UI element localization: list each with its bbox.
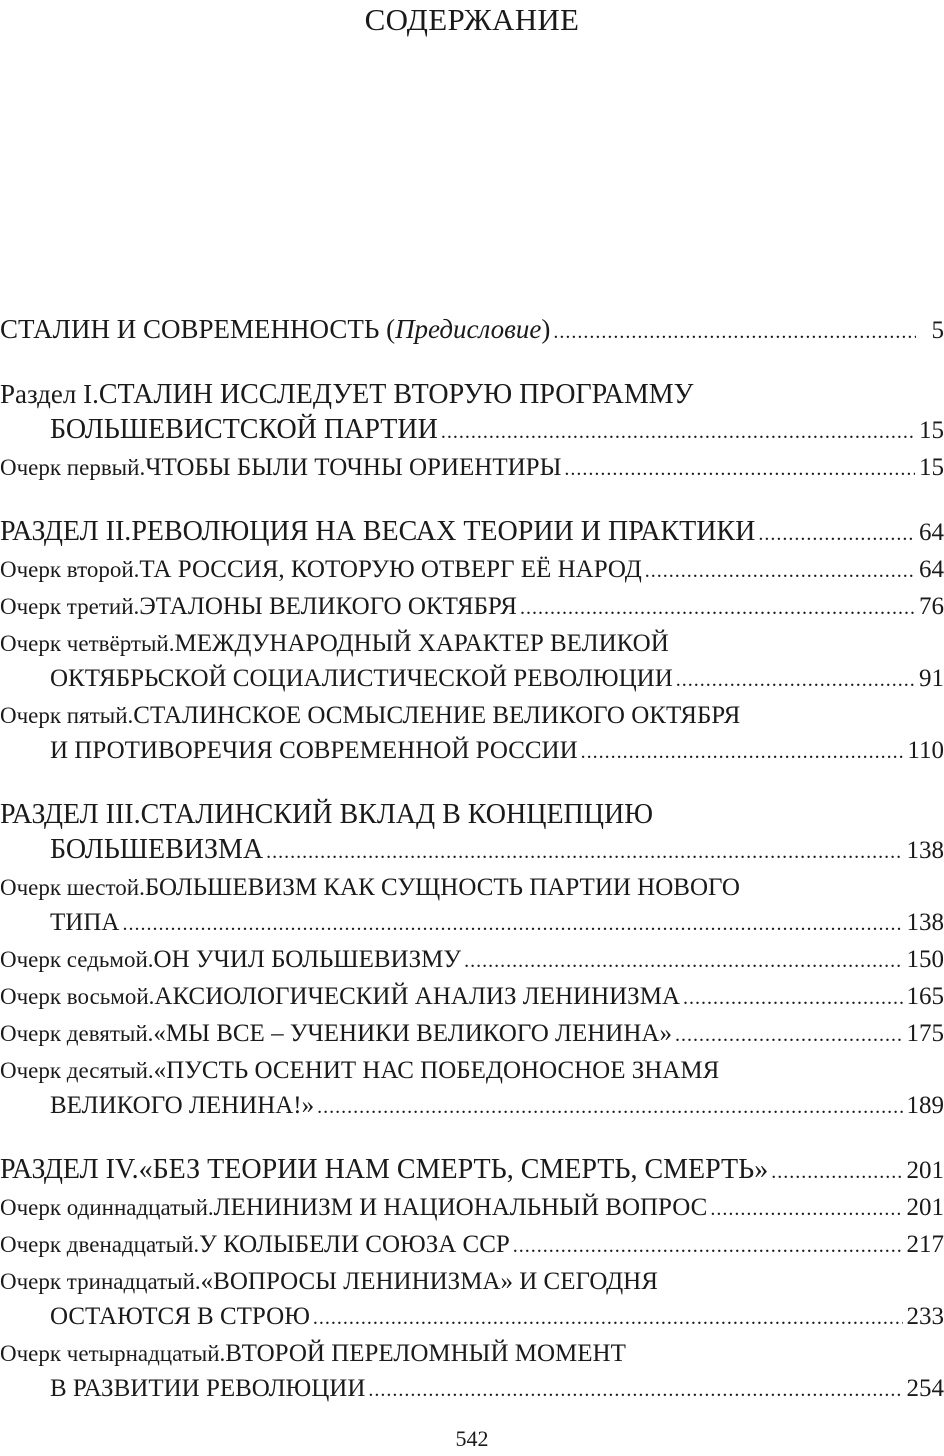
section-prefix: Раздел I. bbox=[0, 379, 99, 409]
toc-essay-14 bbox=[0, 1336, 944, 1408]
page-number: 217 bbox=[906, 1231, 944, 1258]
essay-title-cont: ТИПА bbox=[50, 909, 120, 936]
section-prefix: РАЗДЕЛ III. bbox=[0, 799, 141, 830]
section-title: СТАЛИНСКИЙ ВКЛАД В КОНЦЕПЦИЮ bbox=[140, 799, 653, 830]
entry-title-italic: Предисловие bbox=[395, 314, 542, 344]
dot-leader bbox=[520, 591, 915, 626]
essay-title: ЧТОБЫ БЫЛИ ТОЧНЫ ОРИЕНТИРЫ bbox=[145, 454, 562, 481]
essay-prefix: Очерк тринадцатый. bbox=[0, 1269, 201, 1294]
page-number: 15 bbox=[919, 417, 944, 444]
page-number: 76 bbox=[919, 593, 944, 620]
essay-prefix: Очерк четвёртый. bbox=[0, 631, 175, 656]
dot-leader bbox=[266, 835, 902, 870]
dot-leader bbox=[464, 944, 902, 979]
dot-leader bbox=[710, 1192, 902, 1227]
page-number: 91 bbox=[919, 665, 944, 692]
essay-title: БОЛЬШЕВИЗМ КАК СУЩНОСТЬ ПАРТИИ НОВОГО bbox=[144, 874, 740, 901]
essay-prefix: Очерк седьмой. bbox=[0, 947, 154, 972]
toc-section-2 bbox=[0, 514, 944, 552]
page-number: 165 bbox=[906, 983, 944, 1010]
dot-leader bbox=[564, 452, 915, 487]
page-number: 201 bbox=[906, 1194, 944, 1221]
page-number: 110 bbox=[907, 737, 944, 764]
section-prefix: РАЗДЕЛ IV. bbox=[0, 1154, 139, 1185]
toc-essay-12 bbox=[0, 1227, 944, 1264]
toc-section-4 bbox=[0, 1152, 944, 1190]
toc-essay-9 bbox=[0, 1016, 944, 1053]
essay-title: ВТОРОЙ ПЕРЕЛОМНЫЙ МОМЕНТ bbox=[225, 1340, 626, 1367]
essay-prefix: Очерк шестой. bbox=[0, 875, 145, 900]
page-number: 150 bbox=[906, 946, 944, 973]
page-number: 233 bbox=[906, 1303, 944, 1330]
essay-title: «ВОПРОСЫ ЛЕНИНИЗМА» И СЕГОДНЯ bbox=[200, 1268, 658, 1295]
section-title: СТАЛИН ИССЛЕДУЕТ ВТОРУЮ ПРОГРАММУ bbox=[98, 379, 694, 410]
essay-prefix: Очерк второй. bbox=[0, 557, 140, 582]
page-number: 254 bbox=[906, 1375, 944, 1402]
dot-leader bbox=[758, 517, 915, 552]
essay-prefix: Очерк восьмой. bbox=[0, 984, 155, 1009]
essay-title: «ПУСТЬ ОСЕНИТ НАС ПОБЕДОНОСНОЕ ЗНАМЯ bbox=[153, 1057, 720, 1084]
page-number: 175 bbox=[906, 1020, 944, 1047]
essay-prefix: Очерк двенадцатый. bbox=[0, 1232, 200, 1257]
page-number: 64 bbox=[919, 556, 944, 583]
toc-section-1 bbox=[0, 377, 944, 450]
toc-essay-6 bbox=[0, 870, 944, 942]
page-number: 5 bbox=[931, 317, 944, 344]
toc-essay-7 bbox=[0, 942, 944, 979]
table-of-contents bbox=[0, 312, 944, 1408]
dot-leader bbox=[581, 735, 904, 770]
essay-title-cont: ВЕЛИКОГО ЛЕНИНА!» bbox=[50, 1092, 315, 1119]
dot-leader bbox=[313, 1301, 903, 1336]
dot-leader bbox=[513, 1229, 903, 1264]
essay-title-cont: В РАЗВИТИИ РЕВОЛЮЦИИ bbox=[50, 1375, 366, 1402]
page-title: СОДЕРЖАНИЕ bbox=[364, 2, 580, 37]
essay-prefix: Очерк первый. bbox=[0, 455, 146, 480]
page-number: 64 bbox=[919, 519, 944, 546]
essay-prefix: Очерк одиннадцатый. bbox=[0, 1195, 214, 1220]
essay-title: МЕЖДУНАРОДНЫЙ ХАРАКТЕР ВЕЛИКОЙ bbox=[174, 630, 669, 657]
toc-section-3 bbox=[0, 797, 944, 870]
page-number: 138 bbox=[906, 909, 944, 936]
essay-title: «МЫ ВСЕ – УЧЕНИКИ ВЕЛИКОГО ЛЕНИНА» bbox=[153, 1020, 672, 1047]
toc-essay-8 bbox=[0, 979, 944, 1016]
essay-prefix: Очерк десятый. bbox=[0, 1058, 154, 1083]
toc-essay-1 bbox=[0, 450, 944, 487]
essay-title: ОН УЧИЛ БОЛЬШЕВИЗМУ bbox=[153, 946, 462, 973]
essay-prefix: Очерк третий. bbox=[0, 594, 140, 619]
essay-title: СТАЛИНСКОЕ ОСМЫСЛЕНИЕ ВЕЛИКОГО ОКТЯБРЯ bbox=[133, 702, 741, 729]
essay-title: ТА РОССИЯ, КОТОРУЮ ОТВЕРГ ЕЁ НАРОД bbox=[139, 556, 642, 583]
toc-essay-4 bbox=[0, 626, 944, 698]
essay-title: АКСИОЛОГИЧЕСКИЙ АНАЛИЗ ЛЕНИНИЗМА bbox=[154, 983, 680, 1010]
toc-entry-preface bbox=[0, 312, 944, 350]
toc-essay-2 bbox=[0, 552, 944, 589]
essay-title: ЭТАЛОНЫ ВЕЛИКОГО ОКТЯБРЯ bbox=[139, 593, 517, 620]
toc-essay-11 bbox=[0, 1190, 944, 1227]
dot-leader bbox=[368, 1373, 902, 1408]
dot-leader bbox=[317, 1090, 902, 1125]
page-folio: 542 bbox=[455, 1426, 489, 1451]
dot-leader bbox=[553, 315, 916, 350]
essay-title-cont: И ПРОТИВОРЕЧИЯ СОВРЕМЕННОЙ РОССИИ bbox=[50, 737, 578, 764]
essay-prefix: Очерк пятый. bbox=[0, 703, 134, 728]
dot-leader bbox=[122, 907, 902, 942]
dot-leader bbox=[645, 554, 915, 589]
dot-leader bbox=[675, 1018, 903, 1053]
essay-title: ЛЕНИНИЗМ И НАЦИОНАЛЬНЫЙ ВОПРОС bbox=[213, 1194, 708, 1221]
essay-title-cont: ОКТЯБРЬСКОЙ СОЦИАЛИСТИЧЕСКОЙ РЕВОЛЮЦИИ bbox=[50, 665, 673, 692]
essay-title: У КОЛЫБЕЛИ СОЮЗА ССР bbox=[199, 1231, 510, 1258]
section-prefix: РАЗДЕЛ II. bbox=[0, 516, 132, 547]
page-number: 138 bbox=[906, 837, 944, 864]
dot-leader bbox=[676, 663, 915, 698]
section-title-cont: БОЛЬШЕВИЗМА bbox=[50, 834, 264, 865]
section-title: РЕВОЛЮЦИЯ НА ВЕСАХ ТЕОРИИ И ПРАКТИКИ bbox=[131, 516, 756, 547]
page-number: 201 bbox=[906, 1157, 944, 1184]
toc-essay-13 bbox=[0, 1264, 944, 1336]
page-number: 15 bbox=[919, 454, 944, 481]
dot-leader bbox=[441, 415, 915, 450]
toc-essay-10 bbox=[0, 1053, 944, 1125]
section-title: «БЕЗ ТЕОРИИ НАМ СМЕРТЬ, СМЕРТЬ, СМЕРТЬ» bbox=[138, 1154, 769, 1185]
essay-prefix: Очерк четырнадцатый. bbox=[0, 1341, 226, 1366]
entry-title: СТАЛИН И СОВРЕМЕННОСТЬ (Предисловие) bbox=[0, 314, 551, 344]
essay-prefix: Очерк девятый. bbox=[0, 1021, 154, 1046]
section-title-cont: БОЛЬШЕВИСТСКОЙ ПАРТИИ bbox=[50, 414, 438, 445]
toc-essay-3 bbox=[0, 589, 944, 626]
essay-title-cont: ОСТАЮТСЯ В СТРОЮ bbox=[50, 1303, 310, 1330]
dot-leader bbox=[683, 981, 903, 1016]
page-number: 189 bbox=[906, 1092, 944, 1119]
toc-essay-5 bbox=[0, 698, 944, 770]
dot-leader bbox=[771, 1155, 902, 1190]
